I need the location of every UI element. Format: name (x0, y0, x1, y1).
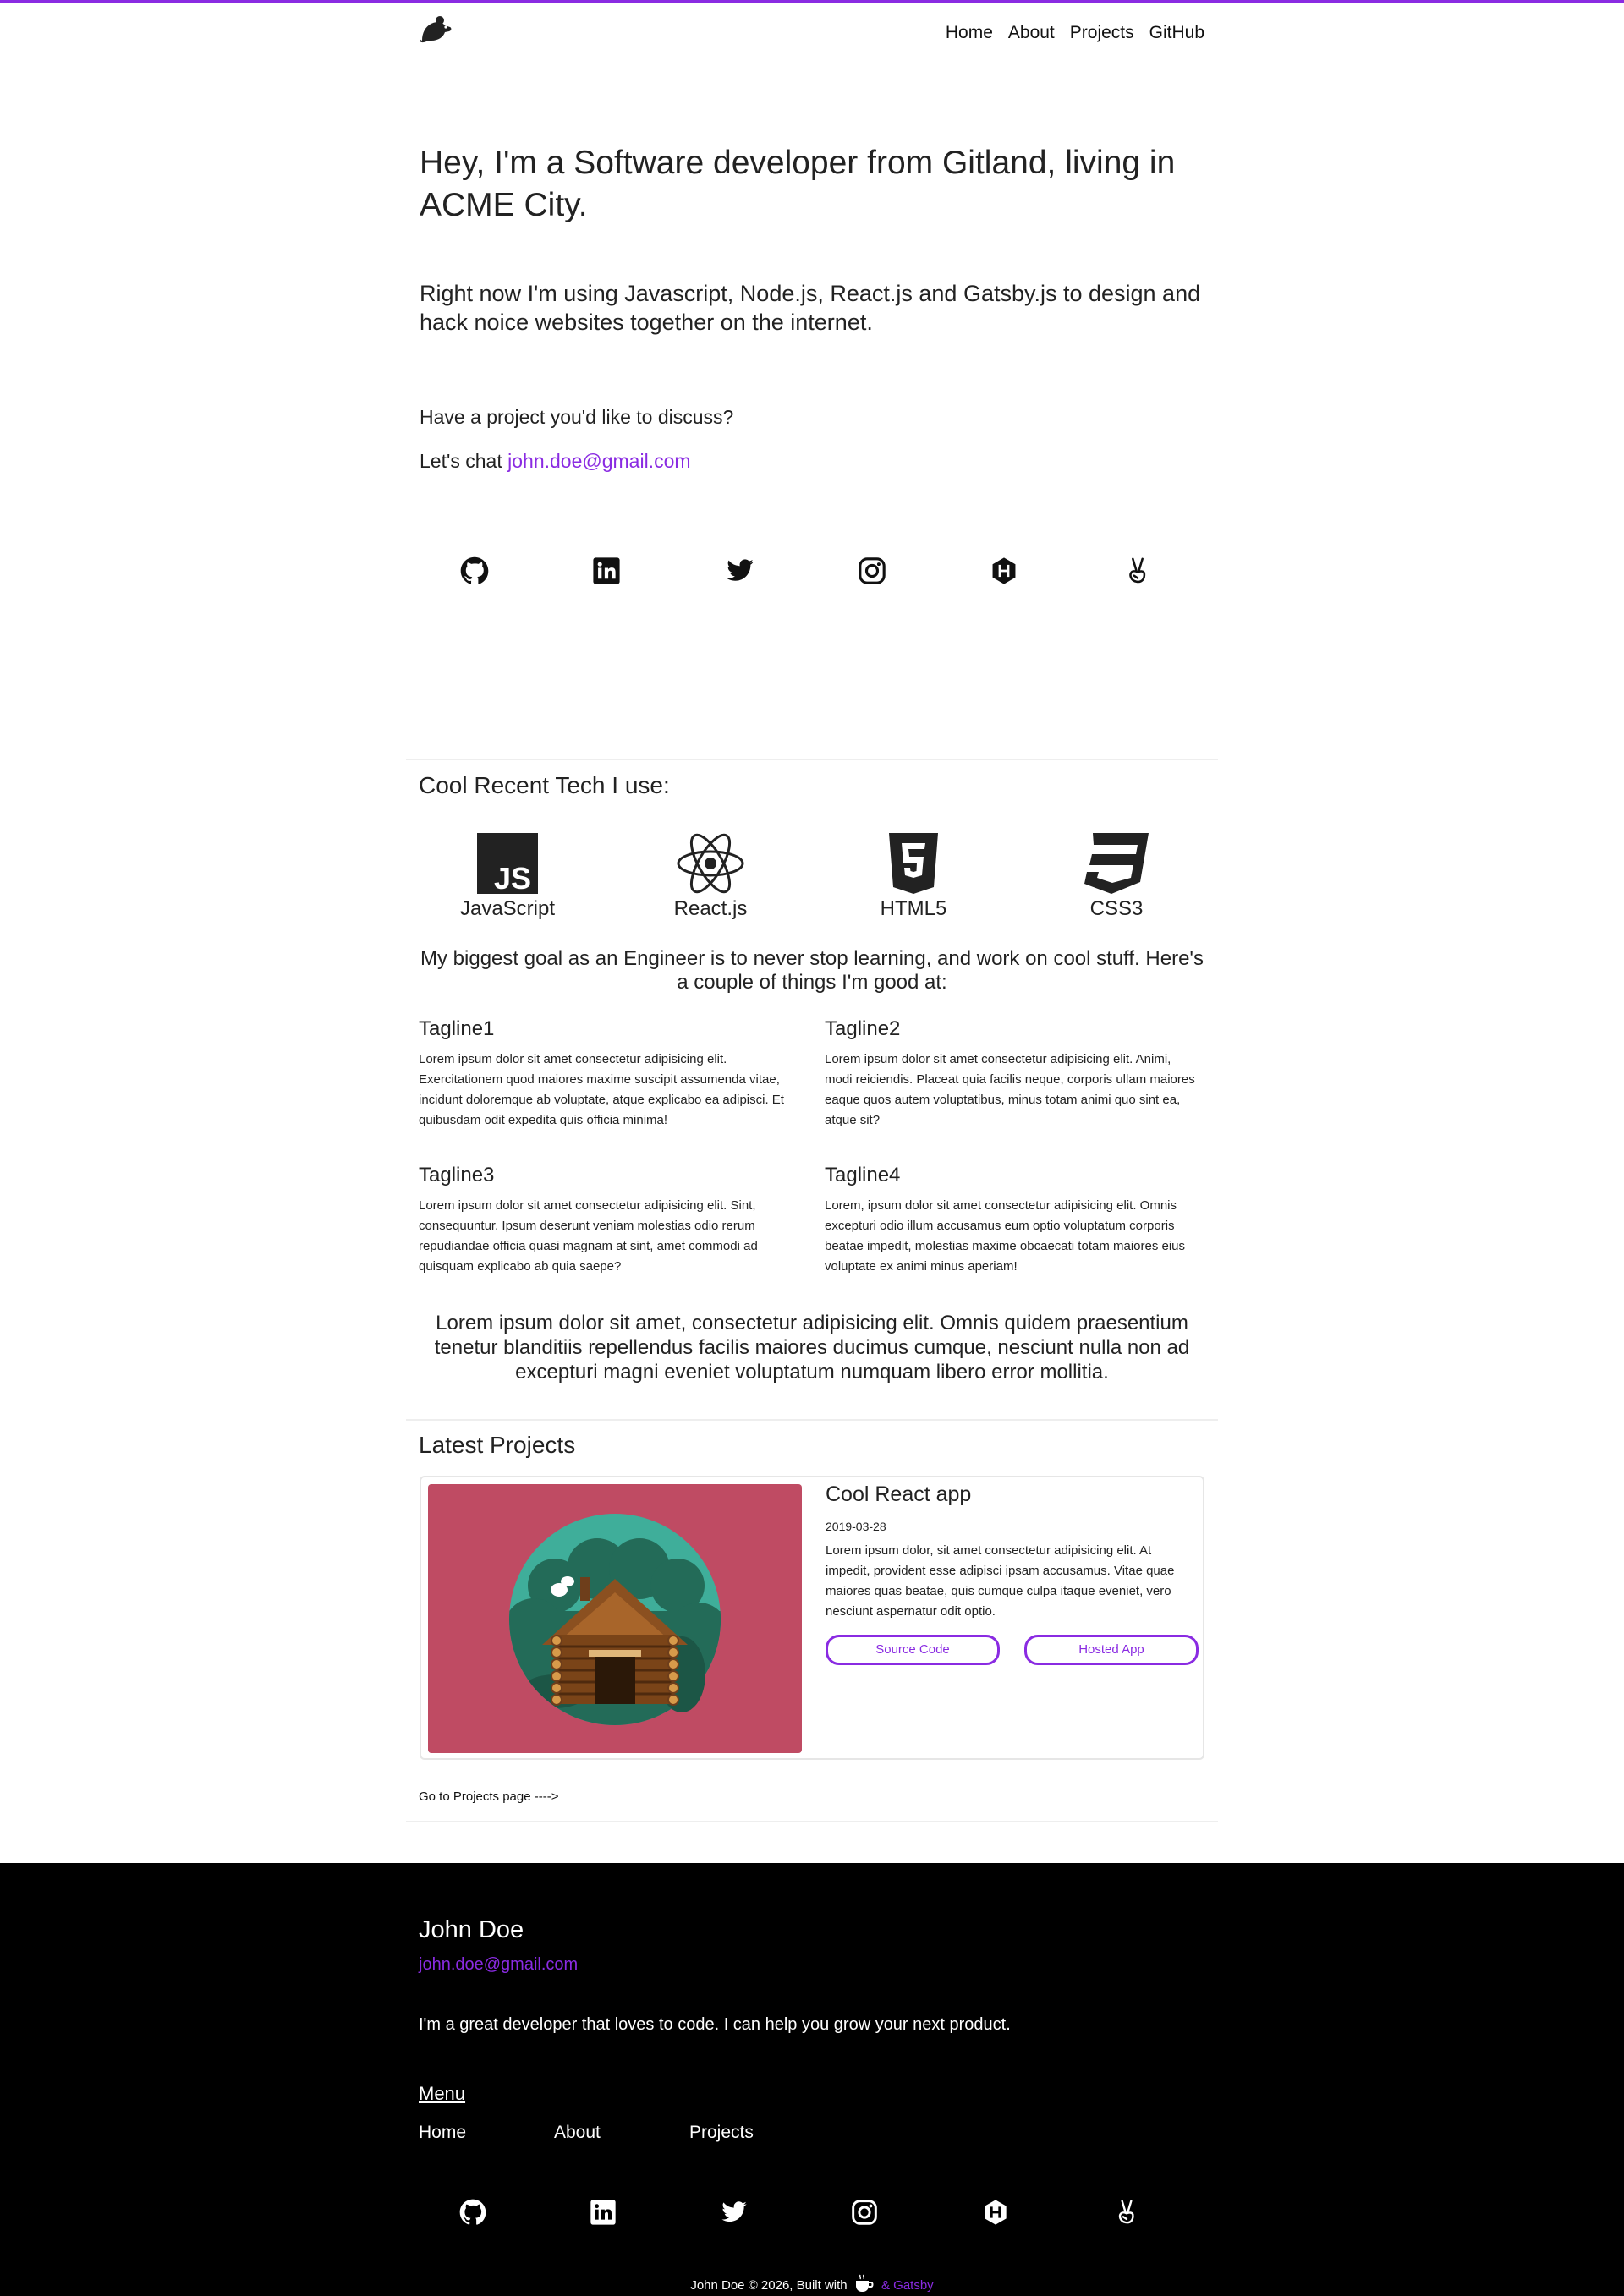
tagline-text: Lorem ipsum dolor sit amet consectetur adipisicing elit. Sint, consequuntur. Ipsum deserunt veniam molestias odio rerum repudiandae officia quasi magnam at sint, amet commodi ad quisquam explicabo ab quia saepe? (419, 1198, 758, 1274)
credit-gatsby: & Gatsby (881, 2278, 934, 2293)
tagline-title: Tagline1 (419, 1017, 495, 1040)
hero-chat (420, 450, 691, 473)
section-divider (406, 759, 1218, 760)
section-divider (406, 1821, 1218, 1822)
tech-label: React.js (673, 897, 748, 920)
nav-github[interactable]: GitHub (1149, 23, 1204, 42)
footer-description: I'm a great developer that loves to code. I can help you grow your next product. (419, 2015, 1011, 2034)
twitter-icon[interactable] (726, 556, 754, 585)
footer-email-link[interactable]: john.doe@gmail.com (419, 1955, 579, 1974)
twitter-icon[interactable] (721, 2199, 748, 2226)
javascript-icon (477, 833, 538, 894)
coffee-cup-icon (854, 2274, 875, 2293)
project-date: 2019-03-28 (826, 1520, 886, 1533)
top-accent-line (0, 0, 1624, 3)
svg-text:JS: JS (493, 861, 531, 894)
closing-text: Lorem ipsum dolor sit amet, consectetur adipisicing elit. Omnis quidem praesentium tenetur blanditiis repellendus facilis maiores ducimus cumque, nesciunt nulla non ad excepturi magni eveniet voluptatum numquam libero error mollitia. (434, 1312, 1190, 1384)
hero-email-link[interactable]: john.doe@gmail.com (508, 450, 691, 472)
css3-icon (1084, 833, 1149, 894)
html5-icon (887, 833, 940, 894)
instagram-icon[interactable] (858, 556, 886, 585)
project-title: Cool React app (826, 1482, 972, 1506)
hero-title: Hey, I'm a Software developer from Gitland, living in ACME City. (420, 145, 1176, 223)
tagline-text: Lorem, ipsum dolor sit amet consectetur adipisicing elit. Omnis excepturi odio illum accusamus eum optio voluptatum corporis beatae impedit, molestias maxime obcaecati totam maiores eius voluptate ex animi minus aperiam! (825, 1198, 1186, 1274)
tech-label: JavaScript (459, 897, 556, 920)
linkedin-icon[interactable] (592, 556, 621, 585)
project-card (420, 1476, 1204, 1760)
tagline-title: Tagline2 (825, 1017, 901, 1040)
nav-about[interactable]: About (1007, 23, 1055, 42)
footer-social-links (420, 2199, 1204, 2229)
tech-label: HTML5 (880, 897, 947, 920)
tech-html5 (829, 833, 998, 921)
tagline-1 (419, 1017, 791, 1131)
tagline-title: Tagline4 (825, 1164, 901, 1186)
footer-credit (0, 2274, 1624, 2293)
log-cabin-illustration (428, 1484, 802, 1753)
footer-name: John Doe (419, 1916, 524, 1943)
tagline-text: Lorem ipsum dolor sit amet consectetur adipisicing elit. Animi, modi reiciendis. Placeat quia facilis neque, corporis ullam maiores eaque quos autem voluptatibus, minus totam animi quo sint ea, atque sit? (825, 1052, 1195, 1127)
tagline-4 (825, 1164, 1197, 1277)
linkedin-icon[interactable] (590, 2199, 617, 2226)
tagline-text: Lorem ipsum dolor sit amet consectetur adipisicing elit. Exercitationem quod maiores maxime suscipit assumenda vitae, incidunt doloremque ab voluptate, atque explicabo ea adipisci. Et quibusdam odit expedita quis officia minima! (419, 1052, 784, 1127)
nav-projects[interactable]: Projects (1069, 23, 1134, 42)
tech-css3 (1032, 833, 1201, 921)
react-icon (676, 833, 745, 894)
footer-menu-home[interactable]: Home (419, 2123, 467, 2142)
tech-section-title: Cool Recent Tech I use: (419, 772, 670, 798)
footer (0, 1863, 1624, 2296)
main-nav (946, 23, 1204, 43)
hosted-app-button[interactable]: Hosted App (1024, 1635, 1199, 1665)
credit-text: John Doe © 2026, Built with (690, 2278, 848, 2293)
tagline-title: Tagline3 (419, 1164, 495, 1186)
project-description: Lorem ipsum dolor, sit amet consectetur adipisicing elit. At impedit, provident esse adipisci ipsam accusamus. Vitae quae maiores quas beatae, quis cumque culpa itaque eveniet, vero nesciunt aspernatur odit optio. (826, 1543, 1175, 1619)
hero-question: Have a project you'd like to discuss? (420, 406, 734, 428)
tagline-3 (419, 1164, 791, 1277)
hackernoon-icon[interactable] (990, 556, 1018, 585)
angellist-icon[interactable] (1113, 2199, 1140, 2226)
tech-javascript (423, 833, 592, 921)
hackernoon-icon[interactable] (982, 2199, 1009, 2226)
footer-menu-title: Menu (419, 2083, 466, 2104)
go-to-projects-link[interactable]: Go to Projects page ----> (419, 1789, 559, 1804)
footer-menu-projects[interactable]: Projects (689, 2123, 754, 2142)
tagline-2 (825, 1017, 1197, 1131)
footer-menu-about[interactable]: About (554, 2123, 601, 2142)
hero-social-links (420, 556, 1204, 590)
section-divider (406, 1419, 1218, 1421)
tech-label: CSS3 (1089, 897, 1144, 920)
github-icon[interactable] (460, 556, 489, 585)
source-code-button[interactable]: Source Code (826, 1635, 1000, 1665)
mouse-logo-icon[interactable] (420, 15, 453, 44)
github-icon[interactable] (459, 2199, 486, 2226)
instagram-icon[interactable] (851, 2199, 878, 2226)
angellist-icon[interactable] (1123, 556, 1152, 585)
tech-react (626, 833, 795, 921)
goal-text: My biggest goal as an Engineer is to never stop learning, and work on cool stuff. Here's a couple of things I'm good at: (420, 947, 1204, 994)
nav-home[interactable]: Home (945, 23, 993, 42)
projects-section-title: Latest Projects (419, 1432, 576, 1458)
chat-prefix: Let's chat (420, 450, 508, 472)
hero-subtitle: Right now I'm using Javascript, Node.js, React.js and Gatsby.js to design and hack noice websites together on the internet. (420, 281, 1201, 335)
